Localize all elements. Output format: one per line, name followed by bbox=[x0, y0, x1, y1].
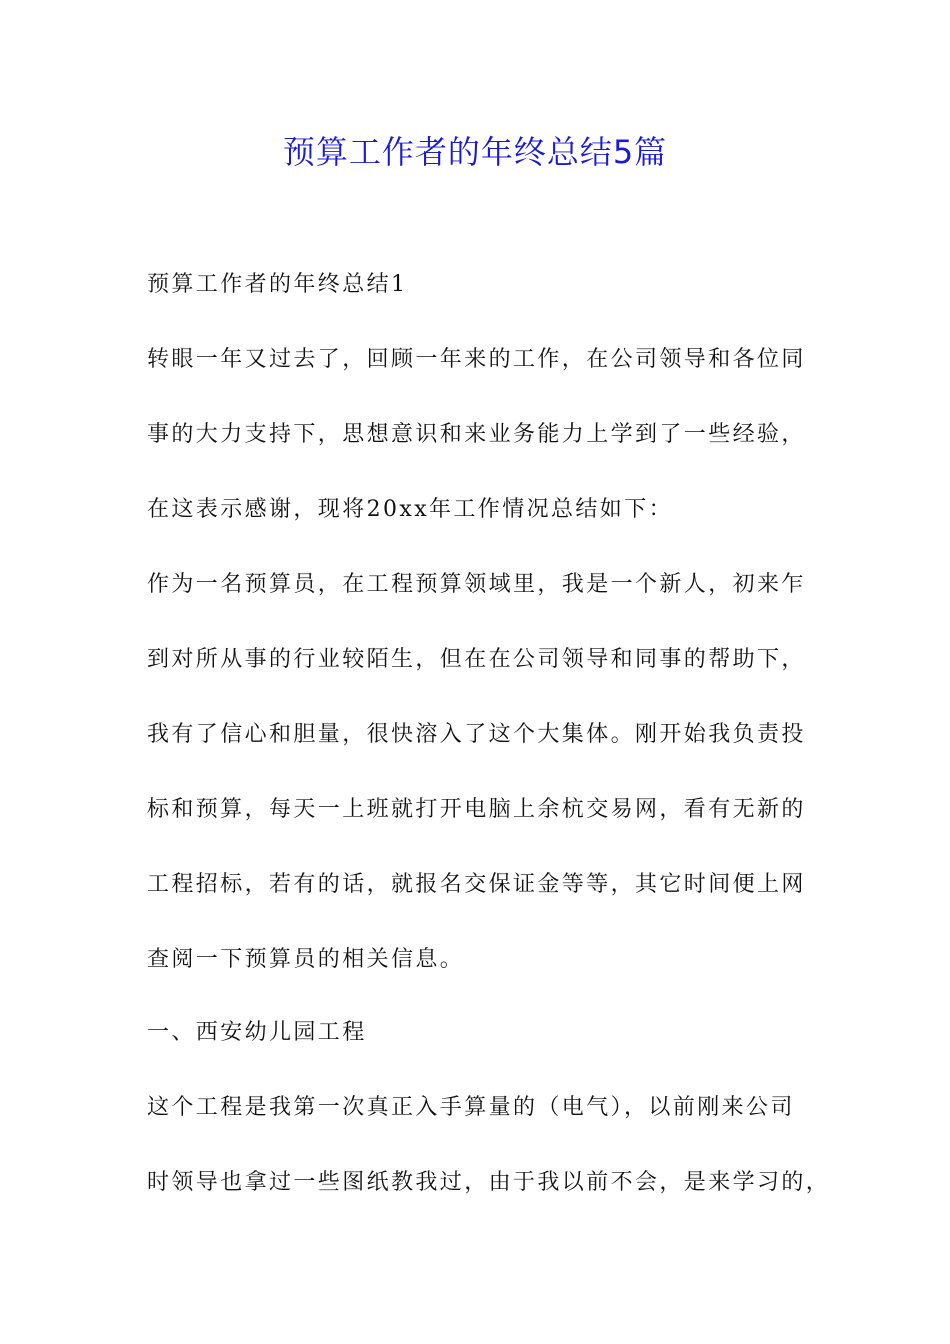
paragraph-line: 转眼一年又过去了，回顾一年来的工作，在公司领导和各位同 bbox=[147, 347, 806, 372]
paragraph-line: 我有了信心和胆量，很快溶入了这个大集体。刚开始我负责投 bbox=[147, 722, 806, 747]
paragraph-line: 标和预算，每天一上班就打开电脑上余杭交易网，看有无新的 bbox=[147, 797, 806, 822]
section-heading: 预算工作者的年终总结1 bbox=[147, 272, 408, 297]
paragraph-line: 到对所从事的行业较陌生，但在在公司领导和同事的帮助下， bbox=[147, 647, 806, 672]
subsection-heading: 一、西安幼儿园工程 bbox=[147, 1020, 367, 1045]
paragraph-line: 事的大力支持下，思想意识和来业务能力上学到了一些经验， bbox=[147, 422, 806, 447]
paragraph-line: 工程招标，若有的话，就报名交保证金等等，其它时间便上网 bbox=[147, 872, 806, 897]
document-title: 预算工作者的年终总结5篇 bbox=[282, 133, 668, 171]
paragraph-line: 作为一名预算员，在工程预算领域里，我是一个新人，初来乍 bbox=[147, 572, 806, 597]
paragraph-line: 这个工程是我第一次真正入手算量的（电气），以前刚来公司 bbox=[147, 1095, 795, 1120]
paragraph-line: 时领导也拿过一些图纸教我过，由于我以前不会，是来学习的， bbox=[147, 1170, 831, 1195]
paragraph-line: 在这表示感谢，现将20xx年工作情况总结如下： bbox=[147, 497, 674, 522]
paragraph-line: 查阅一下预算员的相关信息。 bbox=[147, 947, 465, 972]
